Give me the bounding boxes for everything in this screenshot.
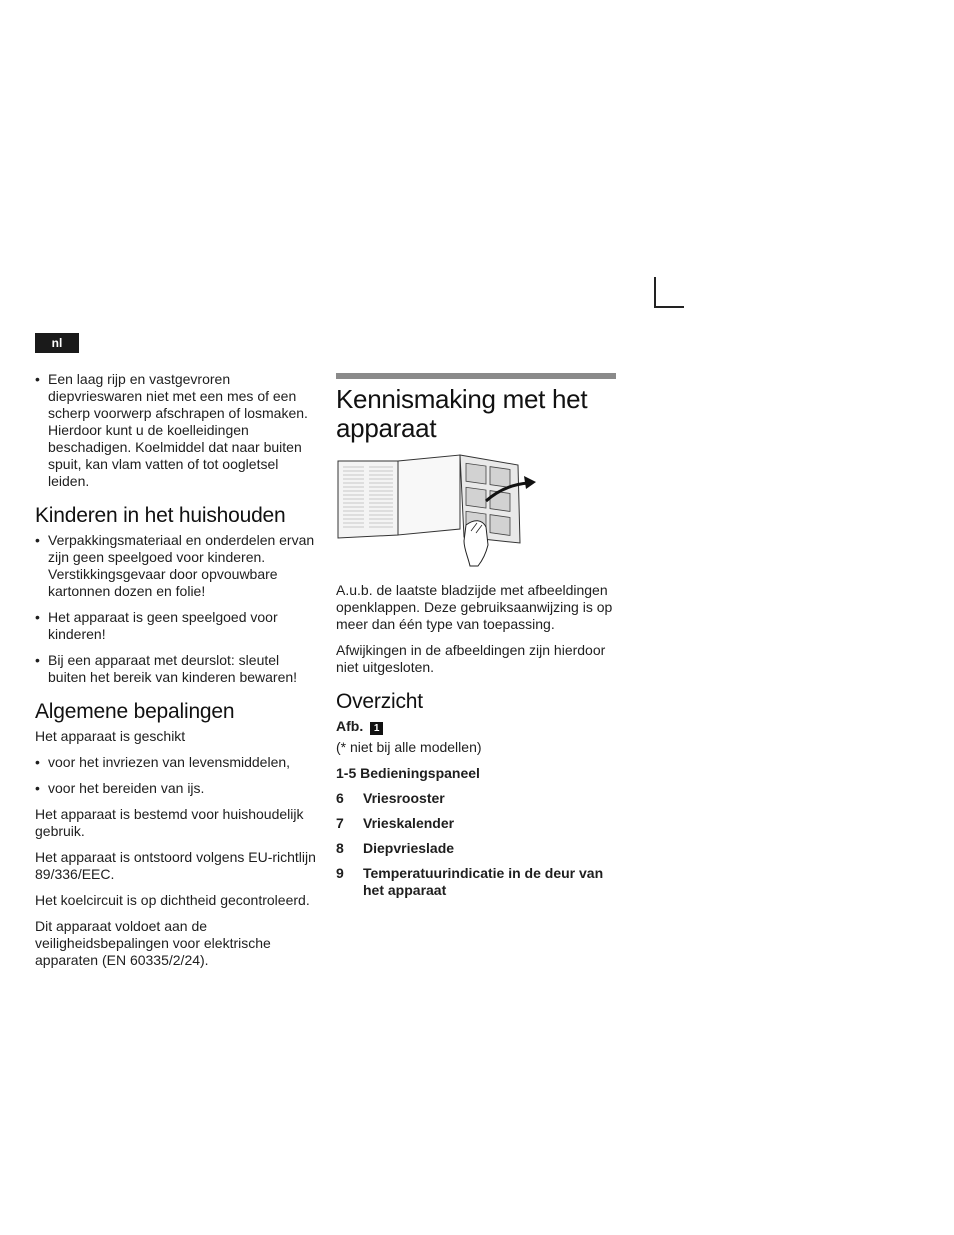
fold-out-page-illustration [336,453,536,568]
figure-reference [336,718,616,735]
overview-heading: Overzicht [336,690,423,713]
models-note: (* niet bij alle modellen) [336,739,482,755]
part-row [336,765,616,782]
children-bullet-list [35,532,320,686]
part-label: Vriesrooster [363,790,445,806]
right-column [336,373,616,907]
language-badge: nl [35,333,79,353]
part-label: Vrieskalender [363,815,455,831]
children-heading: Kinderen in het huishouden [35,504,286,527]
intro-paragraph: A.u.b. de laatste bladzijde met afbeeldingen openklappen. Deze gebruiksaanwijzing is op meer dan één type van toepassing. [336,582,613,632]
part-row [336,865,616,899]
list-item: • Verpakkingsmateriaal en onderdelen ervan zijn geen speelgoed voor kinderen. Verstikkingsgevaar door opvouwbare kartonnen dozen en folie! [35,532,320,600]
part-number: 6 [336,790,344,806]
general-paragraph: Dit apparaat voldoet aan de veiligheidsbepalingen voor elektrische apparaten (EN 60335/2/24). [35,918,271,968]
intro-paragraph: Afwijkingen in de afbeeldingen zijn hierdoor niet uitgesloten. [336,642,606,675]
parts-list [336,765,616,899]
general-intro: Het apparaat is geschikt [35,728,186,744]
part-number: 7 [336,815,344,831]
crop-mark [654,277,684,307]
section-bar [336,373,616,379]
figure-number-badge: 1 [370,722,383,735]
part-label: Diepvrieslade [363,840,455,856]
main-heading: Kennismaking met het apparaat [336,384,588,443]
list-item: • Het apparaat is geen speelgoed voor kinderen! [35,609,320,643]
part-number: 8 [336,840,344,856]
crop-mark-vertical [654,277,656,307]
part-row [336,815,616,832]
list-item: • Een laag rijp en vastgevroren diepvrieswaren niet met een mes of een scherp voorwerp afschrapen of losmaken. Hierdoor kunt u de koelleidingen beschadigen. Koelmiddel dat naar buiten spuit, kan vlam vatten of tot oogletsel leiden. [35,371,320,490]
part-label: Temperatuurindicatie in de deur van het apparaat [363,865,604,898]
general-paragraph: Het apparaat is ontstoord volgens EU-richtlijn 89/336/EEC. [35,849,316,882]
left-column [35,371,320,978]
part-row [336,840,616,857]
list-item: • voor het invriezen van levensmiddelen, [35,754,320,771]
intro-bullet-list [35,371,320,490]
general-bullet-list [35,754,320,797]
part-number: 9 [336,865,344,881]
part-row [336,790,616,807]
list-item: • voor het bereiden van ijs. [35,780,320,797]
crop-mark-horizontal [654,306,684,308]
general-heading: Algemene bepalingen [35,700,235,723]
list-item: • Bij een apparaat met deurslot: sleutel buiten het bereik van kinderen bewaren! [35,652,320,686]
general-paragraph: Het koelcircuit is op dichtheid gecontroleerd. [35,892,310,908]
part-label: 1-5 Bedieningspaneel [336,765,480,781]
figure-label: Afb. [336,718,364,734]
general-paragraph: Het apparaat is bestemd voor huishoudelijk gebruik. [35,806,304,839]
